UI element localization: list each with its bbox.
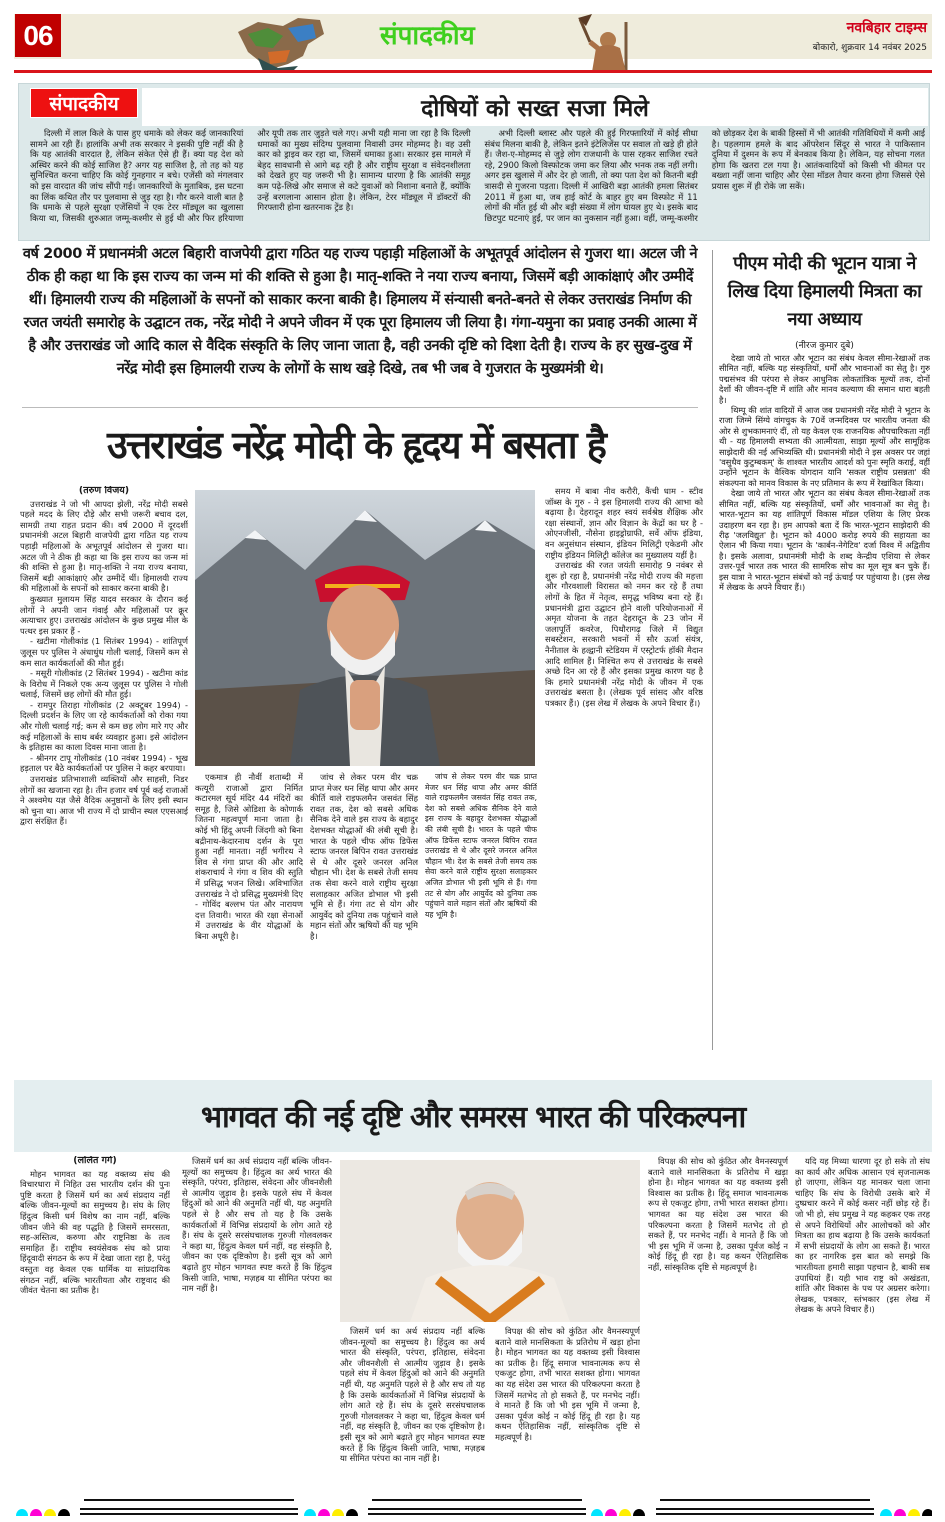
paragraph: जांच से लेकर परम वीर चक्र प्राप्त मेजर धन सिंह थापा और अमर कीर्ति वाले राइफलमैन जसवंत सिंह रावत तक, देश को सबसे अधिक सैनिक देने वाले इस राज्य के बहादुर देशभक्त योद्धाओं की लंबी सूची है। भारत के पहले चीफ ऑफ डिफेंस स्टाफ जनरल बिपिन रावत उत्तराखंड से थे और दूसरे जनरल अनिल चौहान भी। देश के सबसे तेजी समय तक सेवा करने वाले राष्ट्रीय सुरक्षा सलाहकार अजित डोभाल भी इसी भूमि से हैं। गंगा तट से योग और आयुर्वेद को दुनिया तक पहुंचाने वाले महान संतों और ऋषियों की यह भूमि है। (425, 772, 537, 919)
paragraph: - खटीमा गोलीकांड (1 सितंबर 1994) - शांतिपूर्ण जुलूस पर पुलिस ने अंधाधुंध गोली चलाई, जिसमें कम से कम सात कार्यकर्ताओं की मौत हुई। (20, 636, 188, 668)
paragraph: विपक्ष की सोच को कुंठित और वैमनस्यपूर्ण बताने वाले मानसिकता के प्रतिरोध में खड़ा होना है। मोहन भागवत का यह वक्तव्य इसी विश्वास का प्रतीक है। हिंदू समाज भावनात्मक रूप से एकजुट होगा, तभी भारत सशक्त होगा। भागवत का यह संदेश उस भारत की परिकल्पना करता है जिसमें मतभेद तो हो सकते हैं, पर मनभेद नहीं। वे मानते हैं कि जो भी इस भूमि में जन्मा है, उसका पूर्वज कोई न कोई हिंदू ही रहा है। यह कथन ऐतिहासिक नहीं, सांस्कृतिक दृष्टि से महत्वपूर्ण है। (495, 1326, 640, 1442)
paragraph: समय में बाबा नीव करौरी, कैंची धाम - स्टीव जॉब्स के गुरु - ने इस हिमालयी राज्य की आभा को बढ़ाया है। देहरादून शहर स्वयं सर्वश्रेष्ठ शैक्षिक और रक्षा संस्थानों, ज्ञान और विज्ञान के केंद्रों का घर है - ओएनजीसी, नौसेना हाइड्रोग्राफी, सर्वे ऑफ इंडिया, वन अनुसंधान संस्थान, इंडियन मिलिट्री एकेडमी और राष्ट्रीय इंडियन मिलिट्री कॉलेज का मुख्यालय यहीं है। (545, 486, 703, 560)
paragraph: जिसमें धर्म का अर्थ संप्रदाय नहीं बल्कि जीवन-मूल्यों का समुच्चय है। हिंदुत्व का अर्थ भारत की संस्कृति, परंपरा, इतिहास, संवेदना और जीवनशैली से आत्मीय जुड़ाव है। इसके पहले संघ में केवल हिंदुओं को आने की अनुमति नहीं थी, यह अनुमति पहले से है और सच तो यह है कि उसके कार्यकर्ताओं में विभिन्न संप्रदायों के लोग आते रहे हैं। संघ के दूसरे सरसंघचालक गुरुजी गोलवलकर ने कहा था, हिंदुत्व केवल धर्म नहीं, वह संस्कृति है, जीवन का एक दृष्टिकोण है। इसी सूत्र को आगे बढ़ाते हुए मोहन भागवत स्पष्ट करते हैं कि हिंदुत्व किसी जाति, भाषा, मज़हब या सीमित परंपरा का नाम नहीं है। (182, 1156, 332, 1294)
paragraph: कुख्यात मुलायम सिंह यादव सरकार के दौरान कई लोगों ने अपनी जान गंवाई और महिलाओं पर क्रूर अत्याचार हुए। उत्तराखंड आंदोलन के कुछ प्रमुख मील के पत्थर इस प्रकार हैं - (20, 593, 188, 636)
paragraph: दिल्ली में लाल किले के पास हुए धमाके को लेकर कई जानकारियां सामने आ रही हैं। हालांकि अभी तक सरकार ने इसकी पुष्टि नहीं की है कि यह आतंकी वारदात है, लेकिन संकेत ऐसे ही हैं। क्या यह देश को अस्थिर करने की कोई साजिश है? अगर यह साजिश है, तो तह को यह सुनिश्चित करना चाहिए कि कोई गुनहगार न बचे। एजेंसी को मंगलवार को इस वारदात की जांच सौंपी गई। जानकारियों के मुताबिक, इस घटना का लिंक कथित तौर पर पुलवामा से जुड़ रहा है। गौर करने वाली बात है कि धमाके से पहले सुरक्षा एजेंसियों ने एक टेरर मॉड्यूल का खुलासा किया था, जिसकी शुरुआत जम्मू-कश्मीर से हुई थी और फिर हरियाणा और यूपी तक तार जुड़ते चले गए। अभी यही माना जा रहा है कि दिल्ली धमाकों का मुख्य संदिग्ध पुलवामा निवासी उमर मोहम्मद है। वह उसी कार को ड्राइव कर रहा था, जिसमें धमाका हुआ। सरकार इस मामले में बेहद सावधानी से आगे बढ़ रही है और राष्ट्रीय सुरक्षा व संवेदनशीलता को देखते हुए यह जरूरी भी है। सामान्य धारणा है कि आतंकी समूह कम पढ़े-लिखे और समाज से कटे युवाओं को निशाना बनाते हैं, क्योंकि उन्हें बरगलाना आसान होता है। लेकिन, टेरर मॉड्यूल में डॉक्टरों की गिरफ्तारी होना खतरनाक ट्रेंड है। (30, 128, 471, 223)
sidebar-article (712, 250, 930, 1050)
portrait-image-icon (340, 1160, 640, 1322)
brand-name: नवबिहार टाइम्स (846, 20, 927, 36)
paragraph: - मसूरी गोलीकांड (2 सितंबर 1994) - खटीमा कांड के विरोध में निकले एक अन्य जुलूस पर पुलिस ने गोली चलाई, जिसमें छह लोगों की मौत हुई। (20, 668, 188, 700)
statue-icon (560, 14, 660, 72)
bottom-article-column-2 (182, 1156, 332, 1490)
bottom-article-column-1 (20, 1156, 170, 1490)
dateline: बोकारो, शुक्रवार 14 नवंबर 2025 (812, 43, 927, 53)
main-article-column-4 (425, 772, 537, 1046)
editorial-body (30, 128, 925, 236)
paragraph: विपक्ष की सोच को कुंठित और वैमनस्यपूर्ण बताने वाले मानसिकता के प्रतिरोध में खड़ा होना है। मोहन भागवत का यह वक्तव्य इसी विश्वास का प्रतीक है। हिंदू समाज भावनात्मक रूप से एकजुट होगा, तभी भारत सशक्त होगा। भागवत का यह संदेश उस भारत की परिकल्पना करता है जिसमें मतभेद तो हो सकते हैं, पर मनभेद नहीं। वे मानते हैं कि जो भी इस भूमि में जन्मा है, उसका पूर्वज कोई न कोई हिंदू ही रहा है। यह कथन ऐतिहासिक नहीं, सांस्कृतिक दृष्टि से महत्वपूर्ण है। (648, 1156, 788, 1272)
portrait-image-icon (195, 490, 535, 766)
article-deck: वर्ष 2000 में प्रधानमंत्री अटल बिहारी वाजपेयी द्वारा गठित यह राज्य पहाड़ी महिलाओं के अभूतपूर्व आंदोलन से गुजरा था। अटल जी ने ठीक ही कहा था कि इस राज्य का जन्म मां की शक्ति से हुआ है। मातृ-शक्ति ने नया राज्य बनाया, जिसमें बड़ी आकांक्षाएं और उम्मीदें थीं। हिमालयी राज्य की महिलाओं के सपनों को साकार करना बाकी है। हिमालय में संन्यासी बनते-बनते से लेकर उत्तराखंड निर्माण की रजत जयंती समारोह के उद्घाटन तक, नरेंद्र मोदी ने अपने जीवन में एक पूरा हिमालय जी लिया है। गंगा-यमुना का प्रवाह उनकी आत्मा में है और उत्तराखंड जो आदि काल से वैदिक संस्कृति के लिए जाना जाता है, वही उनकी दृष्टि को दिशा देती है। राज्य के हर सुख-दुख में नरेंद्र मोदी इस हिमालयी राज्य के लोगों के साथ खड़े दिखे, तब भी जब वे गुजरात के मुख्यमंत्री थे। (22, 243, 698, 408)
paragraph: मोहन भागवत का यह वक्तव्य संघ की विचारधारा में निहित उस भारतीय दर्शन की पुनः पुष्टि करता है जिसमें धर्म का अर्थ संप्रदाय नहीं बल्कि जीवन-मूल्यों का समुच्चय है। संघ के लिए हिंदुत्व किसी धर्म विशेष का नाम नहीं, बल्कि जीवन जीने की वह पद्धति है जिसमें समरसता, सह-अस्तित्व, करुणा और राष्ट्रनिष्ठा के तत्व समाहित हैं। राष्ट्रीय स्वयंसेवक संघ को प्रायः हिंदूवादी संगठन के रूप में देखा जाता रहा है, परंतु वस्तुतः वह केवल एक धार्मिक या सांप्रदायिक संगठन नहीं, बल्कि भारतीयता और राष्ट्रवाद की जीवंत चेतना का प्रतीक है। (20, 1168, 170, 1296)
registration-bar-icon (14, 1492, 932, 1518)
editorial-headline: दोषियों को सख्त सजा मिले (142, 88, 928, 126)
sidebar-body (719, 353, 930, 1028)
paragraph: जांच से लेकर परम वीर चक्र प्राप्त मेजर धन सिंह थापा और अमर कीर्ति वाले राइफलमैन जसवंत सिंह रावत तक, देश को सबसे अधिक सैनिक देने वाले इस राज्य के बहादुर देशभक्त योद्धाओं की लंबी सूची है। भारत के पहले चीफ ऑफ डिफेंस स्टाफ जनरल बिपिन रावत उत्तराखंड से थे और दूसरे जनरल अनिल चौहान भी। देश के सबसे तेजी समय तक सेवा करने वाले राष्ट्रीय सुरक्षा सलाहकार अजित डोभाल भी इसी भूमि से हैं। गंगा तट से योग और आयुर्वेद को दुनिया तक पहुंचाने वाले महान संतों और ऋषियों की यह भूमि है। (310, 772, 418, 941)
main-article-column-1 (20, 486, 188, 1046)
paragraph: यदि यह मिथ्या धारणा दूर हो सके तो संघ का कार्य और अधिक आसान एवं सृजनात्मक हो जाएगा, लेकिन यह मानकर चला जाना चाहिए कि संघ के विरोधी उसके बारे में दुष्प्रचार करने में कोई कसर नहीं छोड़ रहे हैं। जो भी हो, संघ प्रमुख ने यह कहकर एक तरह से अपने विरोधियों और आलोचकों को और मित्रता का हाथ बढ़ाया है कि उसके कार्यकर्ता में सभी संप्रदायों के लोग आ सकते हैं। भारत का हर नागरिक इस बात को समझे कि भारतीयता हमारी साझा पहचान है, बाकी सब उपाधियां हैं। यही भाव राष्ट्र को अखंडता, शांति और विकास के पथ पर अग्रसर करेगा। लेखक, पत्रकार, स्तंभकार (इस लेख में लेखक के अपने विचार हैं।) (795, 1156, 930, 1315)
main-byline: (तरुण विजय) (78, 486, 130, 496)
bottom-byline: (ललित गर्ग) (73, 1156, 117, 1166)
paragraph: जिसमें धर्म का अर्थ संप्रदाय नहीं बल्कि जीवन-मूल्यों का समुच्चय है। हिंदुत्व का अर्थ भारत की संस्कृति, परंपरा, इतिहास, संवेदना और जीवनशैली से आत्मीय जुड़ाव है। इसके पहले संघ में केवल हिंदुओं को आने की अनुमति नहीं थी, यह अनुमति पहले से है और सच तो यह है कि उसके कार्यकर्ताओं में विभिन्न संप्रदायों के लोग आते रहे हैं। संघ के दूसरे सरसंघचालक गुरुजी गोलवलकर ने कहा था, हिंदुत्व केवल धर्म नहीं, वह संस्कृति है, जीवन का एक दृष्टिकोण है। इसी सूत्र को आगे बढ़ाते हुए मोहन भागवत स्पष्ट करते हैं कि हिंदुत्व किसी जाति, भाषा, मज़हब या सीमित परंपरा का नाम नहीं है। (340, 1326, 485, 1464)
bottom-article-column-5 (648, 1156, 788, 1490)
print-registration-marks (14, 1492, 932, 1518)
bottom-article-column-6 (795, 1156, 930, 1490)
section-title: संपादकीय (380, 21, 475, 51)
newspaper-brand (813, 18, 927, 53)
paragraph: अभी दिल्ली ब्लास्ट और पहले की हुई गिरफ्तारियों में कोई सीधा संबंध मिलना बाकी है, लेकिन इतने इंटेलिजेंस पर सवाल तो खड़े ही होते हैं। जैश-ए-मोहम्मद से जुड़े लोग राजधानी के पास रहकर साजिश रचते रहे, 2900 किलो विस्फोटक जमा कर लिया और भनक तक नहीं लगी। अगर इस खुलासे में और देर हो जाती, तो क्या पता देश को कितनी बड़ी त्रासदी से गुजरना पड़ता। दिल्ली में आखिरी बड़ा आतंकी हमला सितंबर 2011 में हुआ था, जब हाई कोर्ट के बाहर हुए बम विस्फोट में 11 लोगों की मौत हुई थी और बड़ी संख्या में लोग घायल हुए थे। इसके बाद छिटपुट घटनाएं हुईं, पर जान का नुकसान नहीं हुआ। वहीं, जम्मू-कश्मीर को छोड़कर देश के बाकी हिस्सों में भी आतंकी गतिविधियों में कमी आई है। पहलगाम हमले के बाद ऑपरेशन सिंदूर से भारत ने पाकिस्तान दुनिया में दुश्मन के रूप में बेनकाब किया है। लेकिन, यह सोचना गलत होगा कि खतरा टल गया है। आतंकवादियों को किसी भी कीमत पर बख्शा नहीं जाना चाहिए और ऐसा मॉडल तैयार करना होगा जिससे ऐसे प्रयास शुरू में ही रोके जा सकें। (484, 128, 925, 223)
bottom-headline: भागवत की नई दृष्टि और समरस भारत की परिकल्पना (200, 1100, 746, 1135)
divider (14, 70, 932, 73)
main-article-column-5 (545, 486, 703, 1046)
paragraph: उत्तराखंड की रजत जयंती समारोह 9 नवंबर से शुरू हो रहा है, प्रधानमंत्री नरेंद्र मोदी राज्य की महत्ता और गौरवशाली विरासत को नमन कर रहे हैं तथा लोगों के हित में नेतृत्व, समृद्ध भविष्य बना रहे हैं। प्रधानमंत्री द्वारा उद्घाटन होने वाली परियोजनाओं में अमृत योजना के तहत देहरादून के 23 जोन में जलापूर्ति कवरेज, पिथौरागढ़ जिले में विद्युत सबस्टेशन, सरकारी भवनों में सौर ऊर्जा संयंत्र, नैनीताल के हल्द्वानी स्टेडियम में एस्ट्रोटर्फ हॉकी मैदान आदि शामिल हैं। निश्चित रूप से उत्तराखंड के सबसे अच्छे दिन आ रहे हैं और इसका प्रमुख कारण यह है कि हमारे प्रधानमंत्री नरेंद्र मोदी के जीवन में एक उत्तराखंड बसता है। (लेखक पूर्व सांसद और वरिष्ठ पत्रकार हैं।) (इस लेख में लेखक के अपने विचार हैं।) (545, 560, 703, 708)
bhagwat-photo (340, 1160, 640, 1322)
sidebar-byline: (नीरज कुमार दुबे) (795, 341, 854, 351)
paragraph: उत्तराखंड ने जो भी आपदा झेली, नरेंद्र मोदी सबसे पहले मदद के लिए दौड़े और सभी जरूरी बचाव दल, सामग्री तथा राहत प्रदान की। वर्ष 2000 में दूरदर्शी प्रधानमंत्री अटल बिहारी वाजपेयी द्वारा गठित यह राज्य पहाड़ी महिलाओं के अभूतपूर्व आंदोलन से गुजरा था। अटल जी ने ठीक ही कहा था कि इस राज्य का जन्म मां की शक्ति से हुआ है। मातृ-शक्ति ने नया राज्य बनाया, जिसमें बड़ी आकांक्षाएं और उम्मीदें थीं। हिमालयी राज्य की महिलाओं के सपनों को साकार करना बाकी है। (20, 498, 188, 594)
paragraph: - श्रीनगर टापू गोलीकांड (10 नवंबर 1994) - भूख हड़ताल पर बैठे कार्यकर्ताओं पर पुलिस ने कहर बरपाया। (20, 752, 188, 774)
paragraph: उत्तराखंड प्रतिभाशाली व्यक्तियों और साहसी, निडर लोगों का खजाना रहा है। तीन हजार वर्ष पूर्व कई राजाओं ने अश्वमेध यज्ञ जैसे वैदिक अनुष्ठानों के लिए इसी स्थान को चुना था। आज भी राज्य में दो प्राचीन स्थल एएसआई द्वारा संरक्षित हैं। (20, 774, 188, 827)
main-headline: उत्तराखंड नरेंद्र मोदी के हृदय में बसता है (107, 423, 605, 467)
paragraph: - रामपुर तिराहा गोलीकांड (2 अक्टूबर 1994) - दिल्ली प्रदर्शन के लिए जा रहे कार्यकर्ताओं को रोका गया और गोली चलाई गई; कम से कम छह लोग मारे गए और कई महिलाओं के साथ बर्बर व्यवहार हुआ। इसे आंदोलन के इतिहास का काला दिवस माना जाता है। (20, 699, 188, 753)
sidebar-headline: पीएम मोदी की भूटान यात्रा ने लिख दिया हिमालयी मित्रता का नया अध्याय (727, 253, 922, 330)
page-number: 06 (15, 14, 61, 57)
paragraph: थिम्पू की शांत वादियों में आज जब प्रधानमंत्री नरेंद्र मोदी ने भूटान के राजा जिग्मे सिंग्ये वांगचुक के 70वें जन्मदिवस पर भारतीय जनता की ओर से शुभकामनाएं दीं, तो यह केवल एक राजनयिक औपचारिकता नहीं थी - यह हिमालयी सभ्यता की आत्मीयता, साझा मूल्यों और सामूहिक साझेदारी की नई अभिव्यक्ति थी। प्रधानमंत्री मोदी ने इस अवसर पर जहां 'वसुधैव कुटुम्बकम्' के शाश्वत भारतीय आदर्श को पुनः स्मृति कराई, वहीं उन्होंने भूटान के वैश्विक योगदान यानि 'सकल राष्ट्रीय प्रसन्नता' की संकल्पना को मानव विकास के नए प्रतिमान के रूप में रेखांकित किया। (719, 405, 930, 488)
paragraph: एकमात्र ही नौवीं शताब्दी में कत्यूरी राजाओं द्वारा निर्मित कटारमल सूर्य मंदिर 44 मंदिरों का समूह है, जिसे ओडिशा के कोणार्क जितना महत्वपूर्ण माना जाता है। कोई भी हिंदू अपनी जिंदगी को बिना बद्रीनाथ-केदारनाथ दर्शन के पूरा हुआ नहीं मानता। नहीं भगीरथ ने शिव से गंगा प्राप्त की और आदि शंकराचार्य ने गंगा व शिव की स्तुति में प्रसिद्ध भजन लिखे। अविभाजित उत्तराखंड ने दो प्रसिद्ध मुख्यमंत्री दिए - गोविंद बल्लभ पंत और नारायण दत्त तिवारी। भारत की रक्षा सेनाओं में उत्तराखंड के वीर योद्धाओं के बिना अधूरी है। (195, 772, 303, 941)
paragraph: देखा जाये तो भारत और भूटान का संबंध केवल सीमा-रेखाओं तक सीमित नहीं, बल्कि यह संस्कृतियों, धर्मों और भावनाओं का सेतु है। भारत-भूटान का यह शांतिपूर्ण विकास मॉडल एशिया के लिए प्रेरक उदाहरण बन रहा है। हम आपको बता दें कि भारत-भूटान साझेदारी की रीढ़ 'जलविद्युत' है। भूटान को 4000 करोड़ रुपये की सहायता का ऐलान भी किया गया। भूटान के 'कार्बन-नेगेटिव' दर्जा विश्व में अद्वितीय है। इसके अलावा, प्रधानमंत्री मोदी के शब्द केन्द्रीय एशिया से लेकर उत्तर-पूर्व भारत तक भारत की सामरिक सोच का मूल सूत्र बन चुके हैं। इस यात्रा ने भारत-भूटान संबंधों को नई ऊंचाई पर पहुंचाया है। (इस लेख में लेखक के अपने विचार हैं।) (719, 488, 930, 592)
modi-photo (195, 490, 535, 766)
editorial-label: संपादकीय (30, 88, 138, 118)
bottom-article-column-4 (495, 1326, 640, 1490)
state-map-collage-icon (228, 14, 343, 72)
paragraph: देखा जाये तो भारत और भूटान का संबंध केवल सीमा-रेखाओं तक सीमित नहीं, बल्कि यह संस्कृतियों, धर्मों और भावनाओं का सेतु है। गुरु पद्मसंभव की परंपरा से लेकर आधुनिक लोकतांत्रिक मूल्यों तक, दोनों देशों की जीवन-दृष्टि में शांति और मानव कल्याण की समान धारा बहती है। (719, 353, 930, 405)
main-article-column-3 (310, 772, 418, 1046)
bottom-article-column-3 (340, 1326, 485, 1490)
main-article-column-2 (195, 772, 303, 1046)
